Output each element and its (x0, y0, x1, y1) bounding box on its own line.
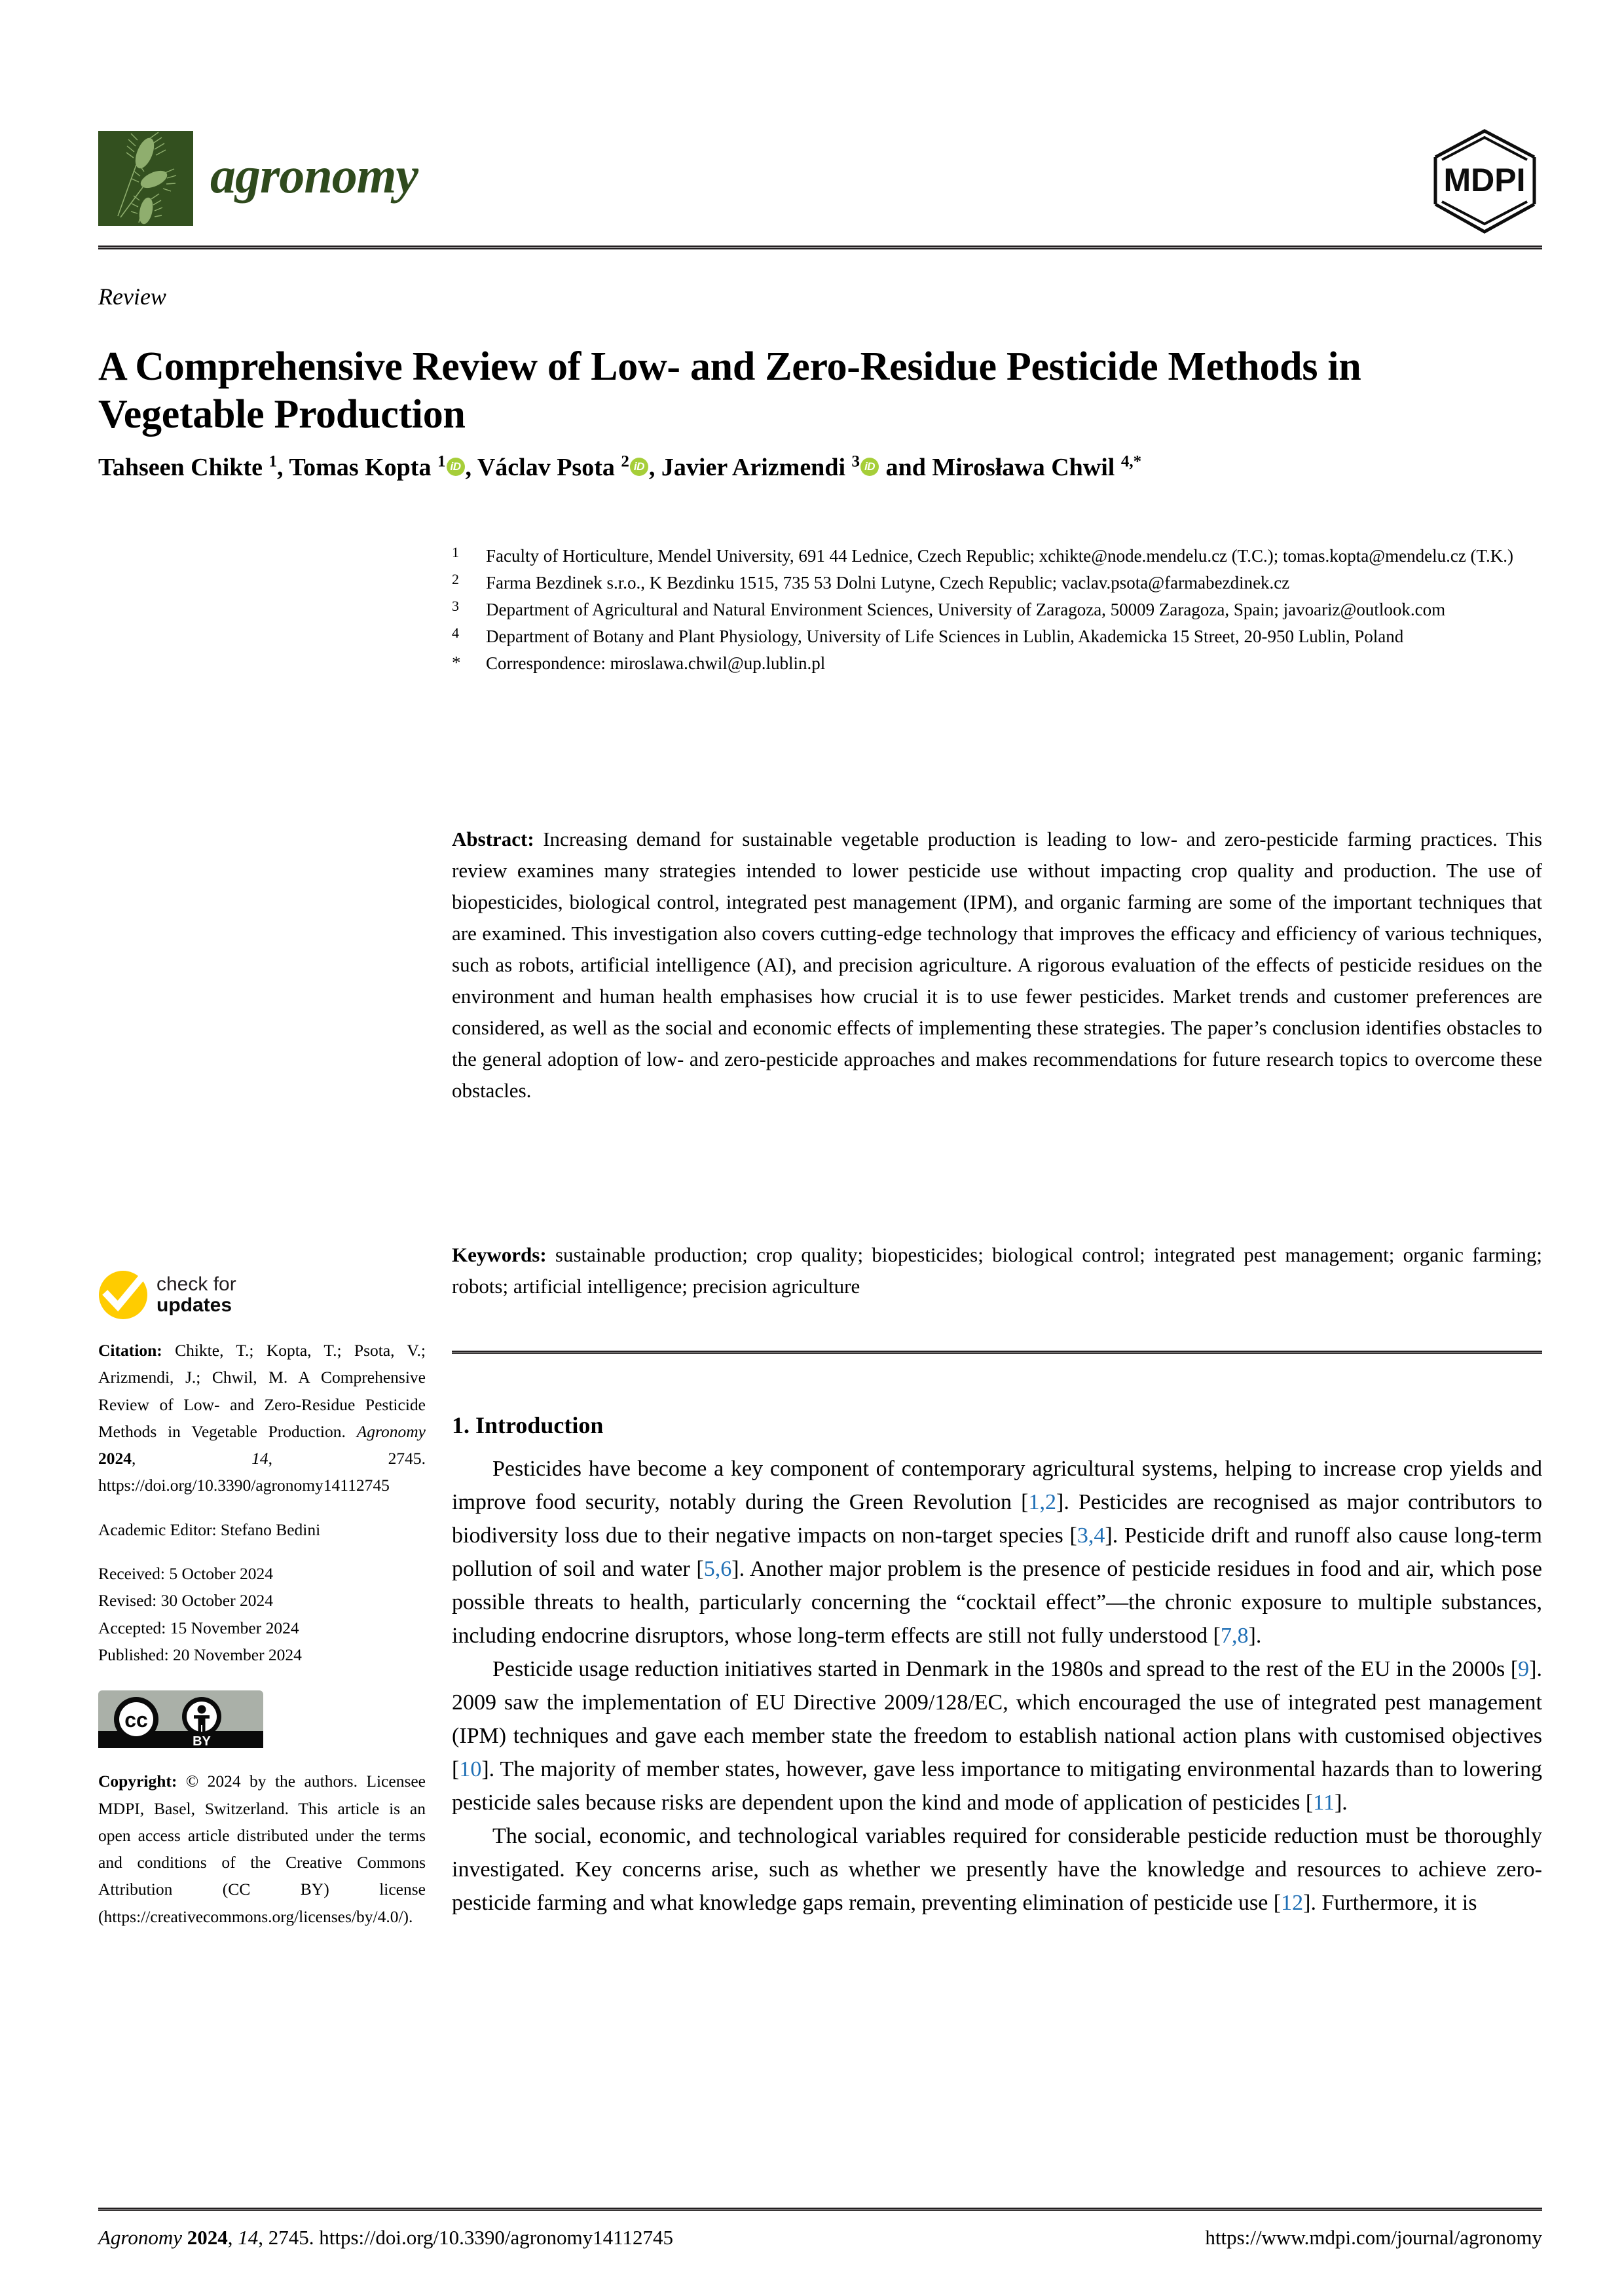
author-sep: , (648, 454, 661, 481)
keywords-label: Keywords: (452, 1243, 547, 1266)
svg-text:cc: cc (124, 1708, 148, 1732)
author-5: Mirosława Chwil $^{4,*}$ (932, 452, 1142, 481)
academic-editor: Academic Editor: Stefano Bedini (98, 1520, 321, 1539)
affiliation-marker: 4,* (1120, 452, 1142, 471)
orcid-icon[interactable]: iD (630, 458, 648, 476)
footer-citation: Agronomy 2024, 14, 2745. https://doi.org/10.3390/agronomy14112745 (98, 2226, 674, 2249)
affiliation-item (452, 570, 1542, 596)
citation-reference-link[interactable]: 9 (1518, 1657, 1530, 1681)
citation-reference-link[interactable]: 12 (1281, 1891, 1304, 1915)
author-3: Václav Psota $^2$ (477, 452, 629, 481)
check-for-updates-line1: check for (157, 1273, 236, 1296)
footer-divider (98, 2208, 1542, 2211)
citation-reference-link[interactable]: 7,8 (1221, 1624, 1249, 1648)
mdpi-logo[interactable] (1428, 126, 1542, 237)
affiliation-marker: 2 (452, 570, 459, 587)
copyright-block (98, 1768, 426, 1930)
citation-volume: 14 (251, 1449, 268, 1468)
affiliation-text: Faculty of Horticulture, Mendel University, 691 44 Lednice, Czech Republic; xchikte@node.mendelu.cz (T.C.); tomas.kopta@mendelu.cz (T.K.) (486, 546, 1514, 566)
author-sep: , (276, 454, 289, 481)
header-divider (98, 246, 1542, 249)
citation-label: Citation: (98, 1341, 162, 1360)
citation-doi[interactable]: https://doi.org/10.3390/agronomy14112745 (98, 1476, 390, 1495)
journal-title: agronomy (210, 146, 418, 204)
citation-journal: Agronomy (356, 1421, 426, 1441)
affiliation-marker: 4 (452, 624, 459, 641)
keywords-text: sustainable production; crop quality; biopesticides; biological control; integrated pest management; organic farming; robots; artificial intelligence; precision agriculture (452, 1243, 1543, 1298)
date-received: Received: 5 October 2024 (98, 1564, 273, 1584)
author-list (98, 452, 1542, 484)
abstract-label: Abstract: (452, 828, 534, 850)
affiliation-list (452, 543, 1542, 678)
copyright-label: Copyright: (98, 1772, 177, 1791)
affiliation-text: Department of Botany and Plant Physiology, University of Life Sciences in Lublin, Akademicka 15 Street, 20-950 Lublin, Poland (486, 626, 1404, 646)
author-4: Javier Arizmendi $^3$ (661, 452, 860, 481)
footer-doi: , 2745. https://doi.org/10.3390/agronomy14112745 (258, 2226, 674, 2249)
affiliation-marker: 1 (452, 544, 459, 560)
footer-volume: 14 (238, 2226, 259, 2249)
publication-dates (98, 1560, 426, 1668)
citation-year: 2024 (98, 1449, 132, 1468)
affiliation-item (452, 543, 1542, 570)
section-heading-introduction: 1. Introduction (452, 1412, 604, 1438)
orcid-icon[interactable]: iD (860, 458, 879, 476)
keywords-section (452, 1239, 1542, 1302)
affiliation-text: Department of Agricultural and Natural Environment Sciences, University of Zaragoza, 50009 Zaragoza, Spain; javoariz@outlook.com (486, 599, 1446, 619)
journal-logo[interactable] (98, 131, 418, 226)
copyright-text: © 2024 by the authors. Licensee MDPI, Basel, Switzerland. This article is an open access article distributed under the terms and conditions of the Creative Commons Attribution (CC BY) license (https://creativecommons.org/licenses/by/4.0/). (98, 1772, 426, 1926)
affiliation-item (452, 597, 1542, 623)
author-1: Tahseen Chikte $^1$ (98, 452, 277, 481)
citation-reference-link[interactable]: 11 (1313, 1791, 1335, 1815)
author-sep: and (879, 454, 932, 481)
svg-text:BY: BY (193, 1734, 211, 1749)
page-footer (98, 2226, 1542, 2250)
citation-reference-link[interactable]: 10 (459, 1757, 482, 1781)
orcid-icon[interactable]: iD (447, 458, 465, 476)
paragraph: The social, economic, and technological variables required for considerable pesticide reduction must be thoroughly investigated. Key concerns arise, such as whether we presently have the knowledge and resources to achieve zero-pesticide farming and what knowledge gaps remain, preventing elimination of pesticide use [12]. Furthermore, it is (452, 1824, 1542, 1915)
citation-text: Chikte, T.; Kopta, T.; Psota, V.; Arizmendi, J.; Chwil, M. A Comprehensive Review of Low- and Zero-Residue Pesticide Methods in Vegetable Production. (98, 1341, 426, 1441)
masthead (98, 131, 1542, 236)
citation-article-no: , 2745. (268, 1449, 426, 1468)
citation-reference-link[interactable]: 5,6 (703, 1557, 732, 1581)
wheat-stalks-icon (98, 131, 193, 226)
abstract-text: Increasing demand for sustainable vegetable production is leading to low- and zero-pesticide farming practices. This review examines many strategies intended to lower pesticide use without impacting crop quality and production. The use of biopesticides, biological control, integrated pest management (IPM), and organic farming are some of the important techniques that are examined. This investigation also covers cutting-edge technology that improves the efficacy and efficiency of various techniques, such as robots, artificial intelligence (AI), and precision agriculture. A rigorous evaluation of the effects of pesticide residues on the environment and human health emphasises how crucial it is to use fewer pesticides. Market trends and customer preferences are considered, as well as the social and economic effects of implementing these strategies. The paper’s conclusion identifies obstacles to the general adoption of low- and zero-pesticide approaches and makes recommendations for future research topics to overcome these obstacles. (452, 828, 1542, 1102)
date-revised: Revised: 30 October 2024 (98, 1591, 273, 1611)
check-for-updates-line2: updates (157, 1294, 232, 1316)
affiliation-marker: 2 (621, 452, 629, 471)
paragraph: Pesticides have become a key component of contemporary agricultural systems, helping to increase crop yields and improve food security, notably during the Green Revolution [1,2]. Pesticides are recognised as major contributors to biodiversity loss due to their negative impacts on non-target species [3,4]. Pesticide drift and runoff also cause long-term pollution of soil and water [5,6]. Another major problem is the presence of pesticide residues in food and air, which pose possible threats to health, particularly concerning the “cocktail effect”—the chronic exposure to multiple substances, including endocrine disruptors, whose long-term effects are still not fully understood [7,8]. (452, 1457, 1542, 1648)
author-2: Tomas Kopta $^1$ (289, 452, 446, 481)
affiliation-text: Farma Bezdinek s.r.o., K Bezdinku 1515, 735 53 Dolni Lutyne, Czech Republic; vaclav.psota@farmabezdinek.cz (486, 572, 1290, 592)
checkmark-circle-icon (98, 1270, 148, 1320)
abstract-section (452, 824, 1542, 1106)
creative-commons-by-icon[interactable] (98, 1690, 263, 1748)
page-title: A Comprehensive Review of Low- and Zero-Residue Pesticide Methods in Vegetable Production (98, 344, 1361, 437)
sidebar (98, 1270, 426, 1947)
check-for-updates-badge[interactable] (98, 1270, 426, 1320)
affiliation-item (452, 624, 1542, 650)
date-accepted: Accepted: 15 November 2024 (98, 1618, 299, 1637)
footer-journal-url[interactable]: https://www.mdpi.com/journal/agronomy (1205, 2226, 1542, 2249)
footer-year: 2024 (187, 2226, 228, 2249)
author-sep: , (465, 454, 477, 481)
affiliation-marker: 3 (452, 597, 459, 614)
article-type: Review (98, 283, 166, 310)
date-published: Published: 20 November 2024 (98, 1645, 302, 1664)
correspondence-text: Correspondence: miroslawa.chwil@up.lublin.pl (486, 653, 826, 673)
footer-journal: Agronomy (98, 2226, 182, 2249)
abstract-divider (452, 1351, 1542, 1354)
affiliation-marker: 1 (268, 452, 277, 471)
affiliation-marker: 3 (851, 452, 860, 471)
citation-reference-link[interactable]: 1,2 (1028, 1490, 1056, 1514)
citation-reference-link[interactable]: 3,4 (1077, 1523, 1105, 1548)
correspondence-item (452, 651, 1542, 677)
affiliation-marker: 1 (437, 452, 446, 471)
mdpi-wordmark: MDPI (1443, 162, 1526, 198)
body-column (452, 1408, 1542, 1920)
paragraph: Pesticide usage reduction initiatives started in Denmark in the 1980s and spread to the rest of the EU in the 2000s [9]. 2009 saw the implementation of EU Directive 2009/128/EC, which encouraged the use of integrated pest management (IPM) techniques and gave each member state the freedom to establish national action plans with customised objectives [10]. The majority of member states, however, gave less importance to mitigating environmental hazards than to lowering pesticide sales because risks are dependent upon the kind and mode of application of pesticides [11]. (452, 1657, 1542, 1815)
citation-block: Citation: Chikte, T.; Kopta, T.; Psota, V.; Arizmendi, J.; Chwil, M. A Comprehensive Review of Low- and Zero-Residue Pesticide Methods in Vegetable Production. Agronomy 2024, 14, 2745. https://doi.org/10.3390/agronomy14112745 (98, 1341, 426, 1495)
correspondence-marker: * (452, 652, 461, 672)
